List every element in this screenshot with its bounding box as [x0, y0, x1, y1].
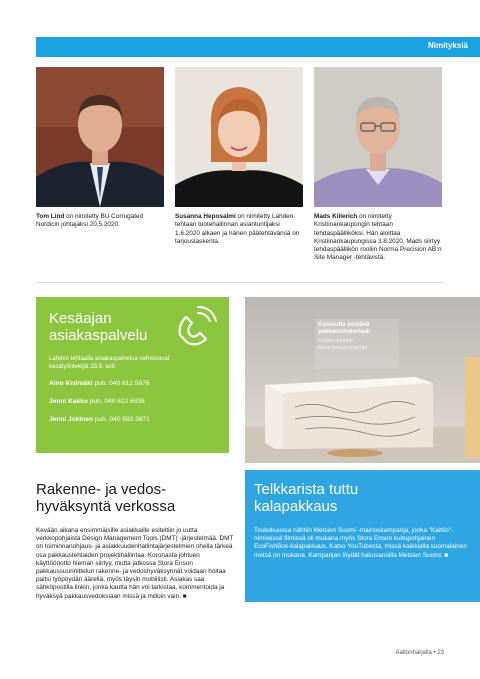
box-label: Kosteutta kestävä pakkausmateriaali: [318, 322, 371, 335]
portrait-photo-1: [36, 67, 164, 207]
caption-person-3: [314, 213, 444, 263]
contact-row: Jenni Jokinen puh. 040 592 3871: [49, 416, 150, 423]
person-text: on nimitetty Lahden tehtaan tuotehallinnan asiantuntijaksi 1.6.2020 alkaen ja hänen päätehtävänsä on tarjouslaskenta.: [175, 213, 300, 245]
summer-service-box: [36, 297, 229, 453]
contact-row: Jenni Kakko puh. 040 612 6836: [49, 398, 145, 405]
phone-icon: [172, 305, 218, 349]
box-sublabel: Fuktbeständigt förpackningsmaterial: [318, 338, 367, 351]
article-left-body: Kevään aikana ensimmäisille asiakkaille esiteltiin jo uutta verkkopohjaista Design Management Tools (DMT) -järjestelmää. DMT on toiminnanohjaus- ja asiakkuudenhallintajärjestelmien ohella tärkeä osa pakkaustehtaiden projektihallintaa. Koronasta johtuen käyttöönotto hieman siirtyy, mutta jatkossa Stora Enson pakkaussuunnittelun rakenne- ja vedoshyväksynnät voidaan hoitaa paitsi työpöydän äärellä, myös täysin mobiilisti. Asiakas saa sähköpostilla linkin, jonka kautta hän voi tarkistaa, kommentoida ja hyväksyä pakkausvedoksiaan missä ja milloin vain. ■: [36, 527, 234, 600]
page-footer: Aaltonharjalla • 23: [395, 650, 444, 656]
article-left-headline: Rakenne- ja vedos- hyväksyntä verkossa: [36, 481, 176, 515]
service-intro: Lahden tehtaalla asiakaspalvelua vahvistavat kesätyöntekijät 28.6. asti:: [49, 356, 170, 370]
article-right-box: [245, 470, 480, 602]
section-label: Nimityksiä: [427, 41, 468, 50]
person-text: on nimitetty Kristiinankaupungin tehtaan tehdaspäälliköksi. Hän aloittaa Kristiinankaupungissa 3.8.2020. Mads siirtyy tehdaspäällikön rooliin Norma Precision AB:n Site Manager -tehtävistä.: [314, 213, 442, 262]
contact-row: Aino Kivimäki puh. 040 612 5676: [49, 380, 150, 387]
person-name: Susanna Heposalmi: [175, 213, 236, 220]
portrait-photo-2: [175, 67, 303, 207]
person-name: Mads Kiilerich: [314, 213, 358, 220]
article-right-body: Toukokuussa nähtiin Metsien Suomi -mainoskampanja, jonka "Kaittio"-nimisessä filmissä oli mukana myös Stora Enson kuitupohjainen EcoFishBox-kalapakkaus. Katso YouTubesta, missä kaikkialla suomalainen metsä on mukana. Kampanjan löydät hakusanoilla Metsien Suomi. ■: [254, 527, 467, 559]
section-divider: [36, 282, 444, 283]
service-title: Kesäajan asiakaspalvelu: [49, 310, 148, 344]
person-name: Tom Lind: [36, 213, 65, 220]
caption-person-2: [175, 213, 305, 246]
article-right-headline: Telkkarista tuttu kalapakkaus: [254, 481, 359, 515]
caption-person-1: [36, 213, 166, 230]
person-text: on nimitetty BU Corrugated Nordicin johtajaksi 20.5.2020.: [36, 213, 144, 229]
portrait-photo-3: [314, 67, 442, 207]
section-header-bar: [36, 37, 480, 57]
